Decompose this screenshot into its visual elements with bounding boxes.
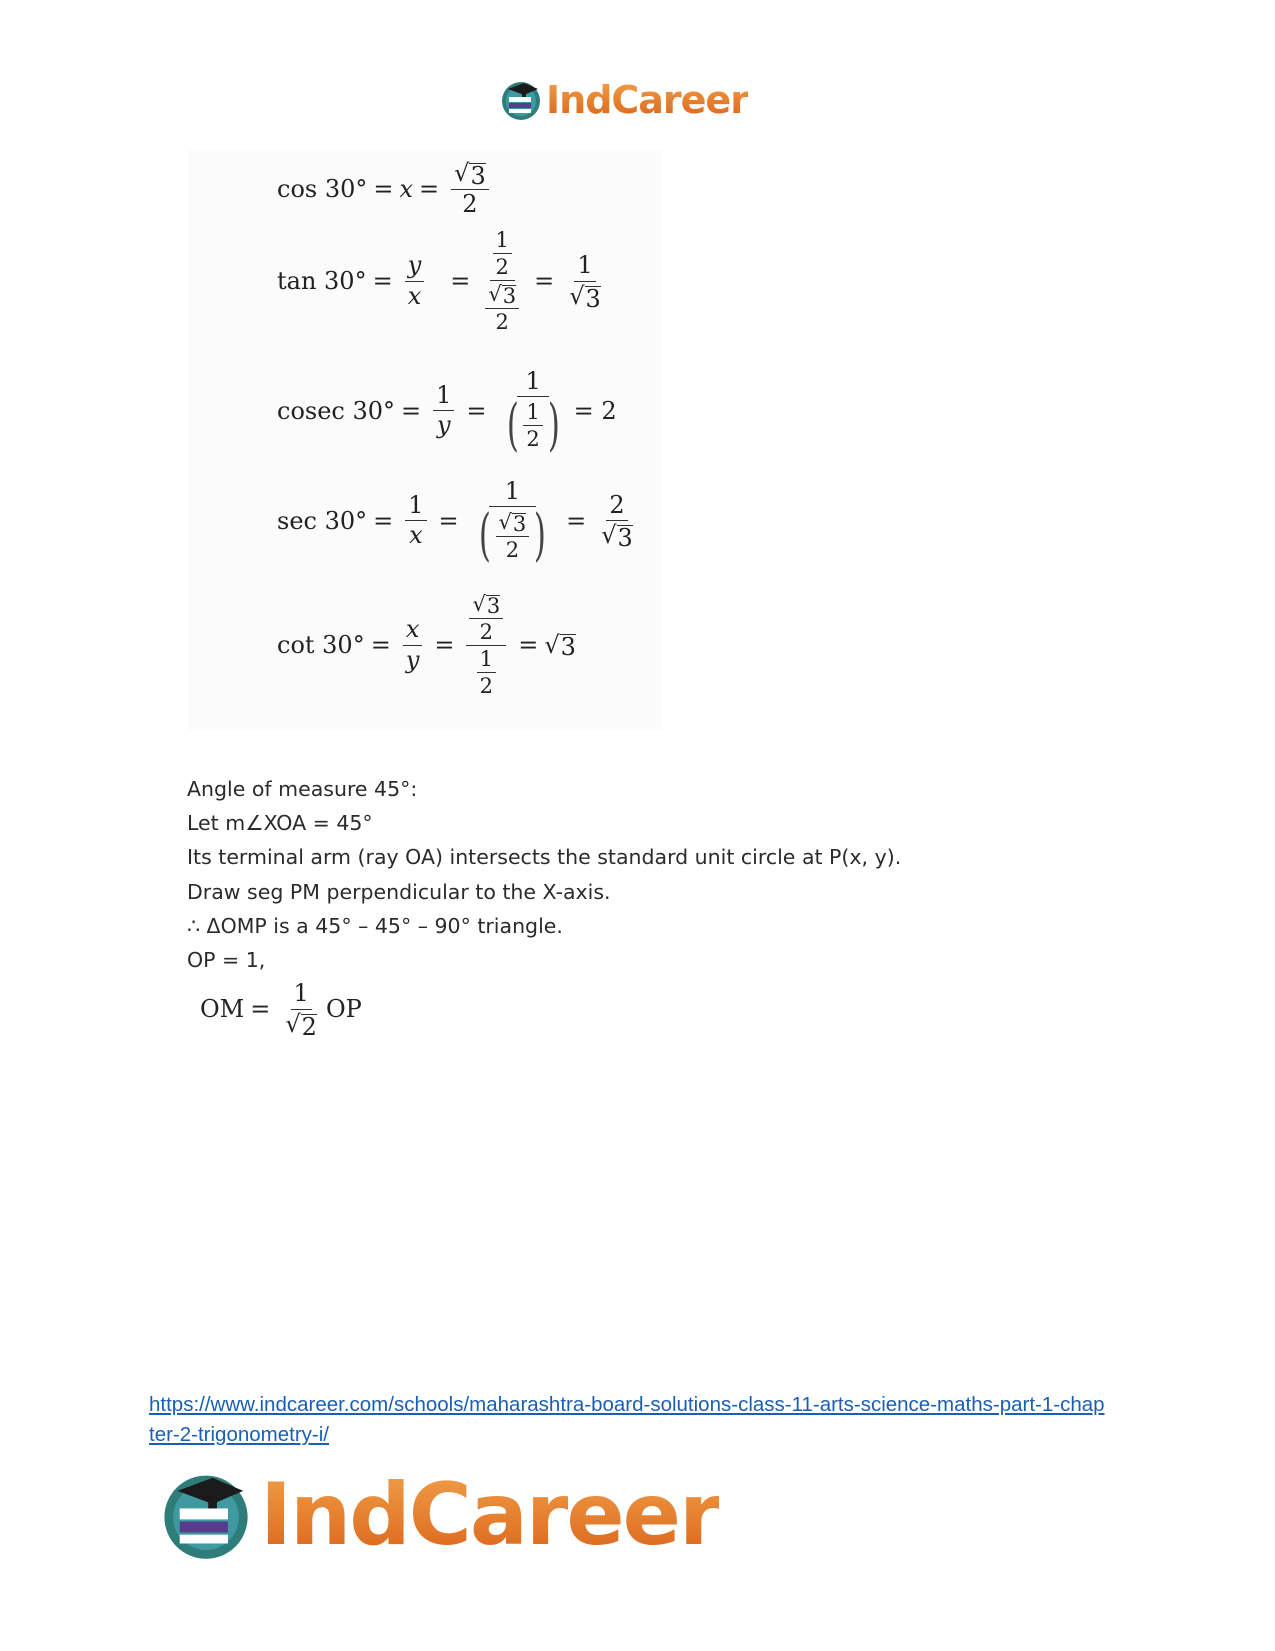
om-equation	[200, 980, 362, 1039]
text-line: ∴ ΔOMP is a 45° – 45° – 90° triangle.	[187, 913, 563, 938]
om-lhs: OM	[200, 995, 245, 1024]
equals-sign: =	[373, 506, 394, 535]
text-line: Draw seg PM perpendicular to the X-axis.	[187, 879, 611, 904]
equals-sign: =	[566, 506, 587, 535]
equals-sign: =	[372, 267, 393, 296]
equals-sign: =	[534, 267, 555, 296]
header-logo	[500, 78, 748, 122]
one-over-half: 1 ( $\frac{1}{2}$ )	[506, 367, 560, 458]
graduation-cap-icon	[500, 79, 542, 121]
sec-equation	[277, 477, 642, 568]
equals-sign: =	[419, 175, 440, 204]
x-over-y: $\frac{x}{y}$	[403, 616, 423, 674]
graduation-cap-icon	[160, 1469, 252, 1561]
one-over-x: $\frac{1}{x}$	[405, 492, 426, 550]
compound-fraction: √ 3 2 $\frac{1}{2}$	[466, 592, 506, 698]
source-link[interactable]: https://www.indcareer.com/schools/maharashtra-board-solutions-class-11-arts-science-maths-part-1-chapter-2-trigonometry-i/	[149, 1393, 1105, 1446]
one-over-root2: 1 √ 2	[285, 979, 317, 1041]
om-rhs: OP	[325, 995, 362, 1024]
tan-equation	[277, 228, 610, 334]
equals-sign: =	[438, 506, 459, 535]
compound-fraction: $\frac{1}{2}$ √ 3 2	[482, 228, 522, 334]
equals-sign: =	[373, 175, 394, 204]
sec-result-fraction: 2 √ 3	[601, 490, 633, 553]
y-over-x: $\frac{y}{x}$	[405, 252, 425, 310]
cos-result-fraction: √ 3 2	[451, 160, 489, 219]
cosec-result: = 2	[573, 396, 617, 425]
cos-equation	[277, 160, 495, 219]
cosec-lhs: cosec 30°	[277, 396, 396, 425]
footer-logo	[160, 1465, 719, 1565]
text-line: Its terminal arm (ray OA) intersects the standard unit circle at P(x, y).	[187, 845, 902, 870]
cosec-equation	[277, 367, 617, 458]
section-heading: Angle of measure 45°:	[187, 777, 418, 801]
equals-sign: =	[401, 396, 422, 425]
cot-result: √ 3	[544, 631, 576, 662]
angle-45-explanation	[187, 772, 901, 977]
sec-lhs: sec 30°	[277, 506, 368, 535]
equals-sign: =	[518, 631, 539, 660]
cos-lhs: cos 30°	[277, 175, 368, 204]
text-line: OP = 1,	[187, 947, 266, 972]
one-over-y: $\frac{1}{y}$	[433, 382, 454, 440]
equals-sign: =	[250, 995, 271, 1024]
equals-sign: =	[466, 396, 487, 425]
equals-sign: =	[450, 267, 471, 296]
tan-lhs: tan 30°	[277, 267, 367, 296]
text-line: Let m∠XOA = 45°	[187, 811, 373, 836]
footer-brand-text: IndCareer	[260, 1465, 720, 1565]
equals-sign: =	[370, 631, 391, 660]
var-x: x	[399, 175, 414, 204]
cot-lhs: cot 30°	[277, 631, 365, 660]
header-brand-text: IndCareer	[546, 78, 748, 122]
tan-result-fraction: 1 √ 3	[569, 250, 601, 313]
cot-equation	[277, 592, 576, 698]
equals-sign: =	[434, 631, 455, 660]
one-over-root3-half: 1 ( √ 3 2 )	[478, 477, 547, 568]
